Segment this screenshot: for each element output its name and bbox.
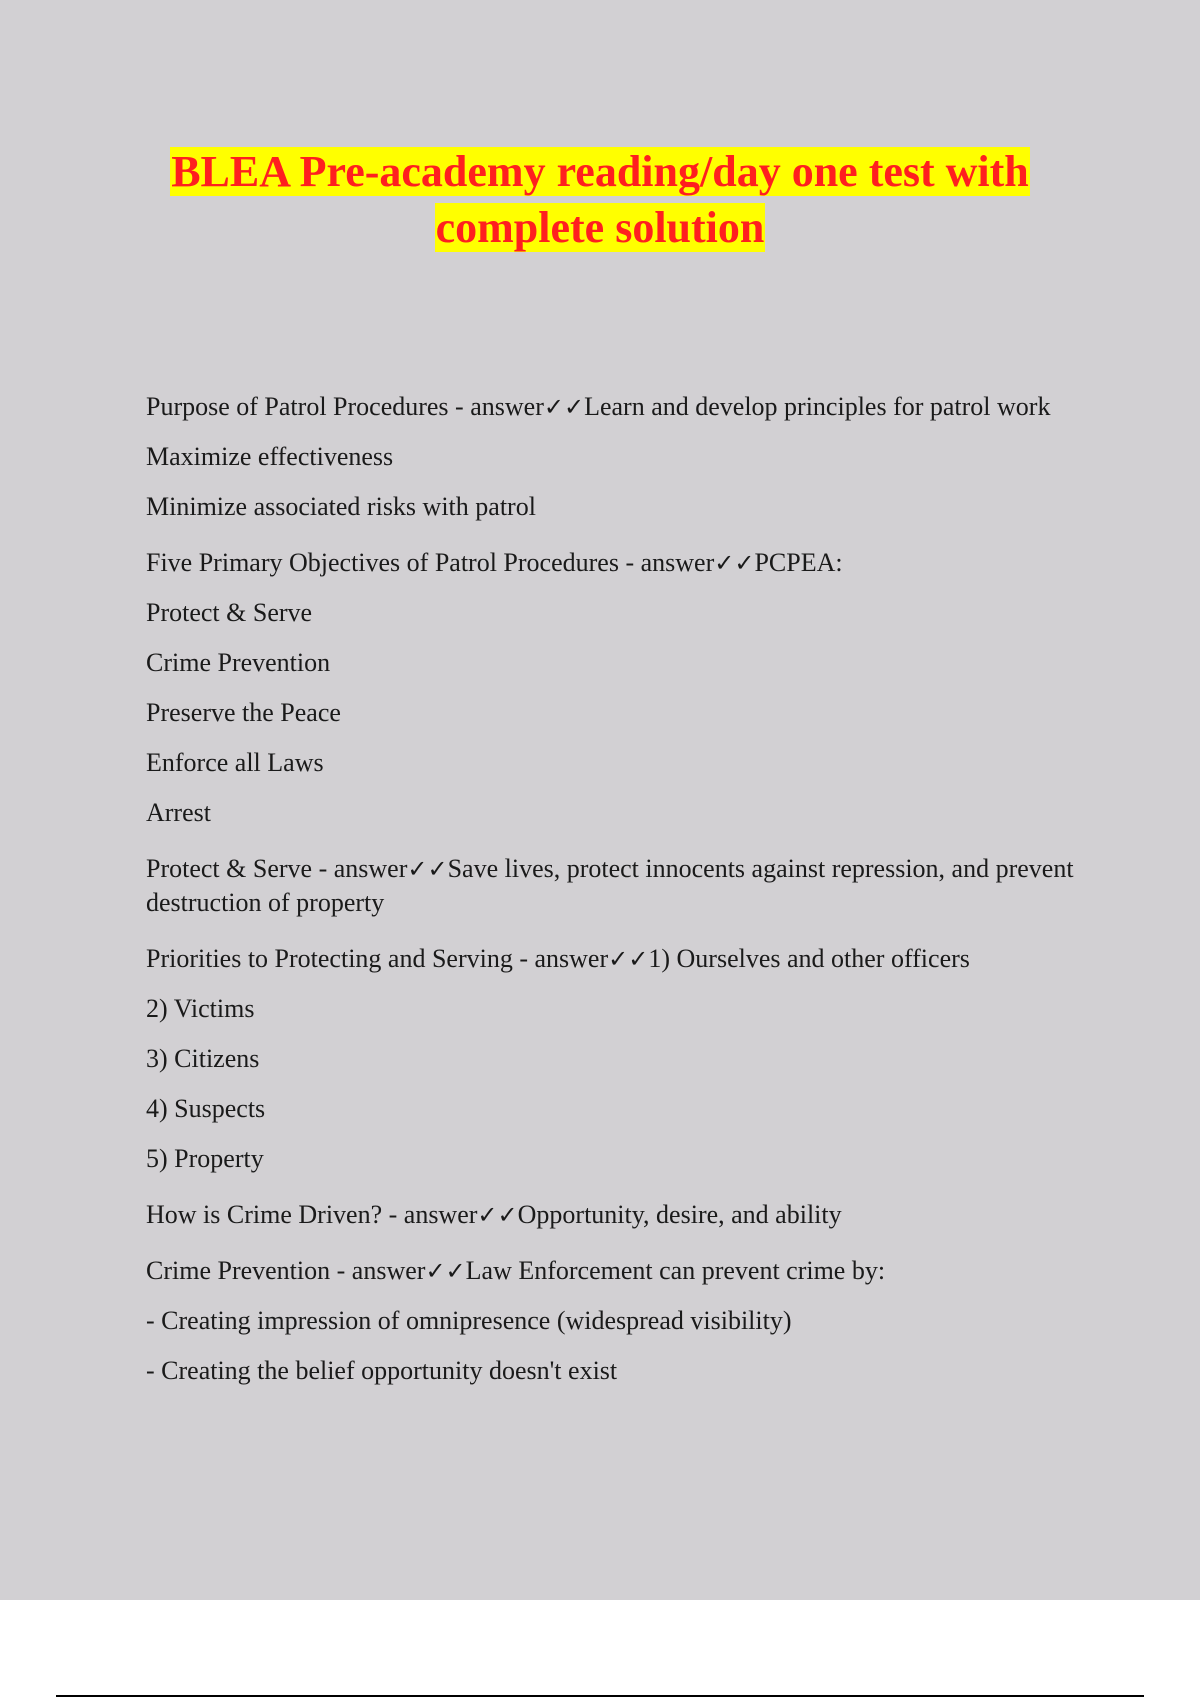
text-line: Minimize associated risks with patrol	[146, 492, 536, 521]
text-line: Five Primary Objectives of Patrol Procedures - answer✓✓PCPEA:	[146, 548, 843, 577]
document-title	[100, 144, 1100, 256]
text-line: Arrest	[146, 798, 211, 827]
text-line: - Creating impression of omnipresence (widespread visibility)	[146, 1306, 792, 1335]
text-line: 4) Suspects	[146, 1094, 266, 1123]
document-body	[146, 390, 1086, 1388]
text-line: Maximize effectiveness	[146, 442, 394, 471]
text-line: Priorities to Protecting and Serving - answer✓✓1) Ourselves and other officers	[146, 944, 970, 973]
check-icon: ✓✓	[425, 1257, 466, 1285]
text-line: Crime Prevention - answer✓✓Law Enforcement can prevent crime by:	[146, 1256, 886, 1285]
text-line: Preserve the Peace	[146, 698, 341, 727]
text-line: 3) Citizens	[146, 1044, 260, 1073]
check-icon: ✓✓	[714, 549, 755, 577]
text-line: How is Crime Driven? - answer✓✓Opportunity, desire, and ability	[146, 1200, 842, 1229]
check-icon: ✓✓	[608, 945, 649, 973]
text-line: Protect & Serve - answer✓✓Save lives, protect innocents against repression, and prevent destruction of property	[146, 854, 1074, 917]
text-line: Purpose of Patrol Procedures - answer✓✓Learn and develop principles for patrol work	[146, 392, 1051, 421]
check-icon: ✓✓	[407, 855, 448, 883]
check-icon: ✓✓	[477, 1201, 518, 1229]
text-line: Enforce all Laws	[146, 748, 324, 777]
text-line: Crime Prevention	[146, 648, 331, 677]
text-line: 2) Victims	[146, 994, 255, 1023]
text-line: Protect & Serve	[146, 598, 313, 627]
check-icon: ✓✓	[543, 393, 585, 421]
text-line: 5) Property	[146, 1144, 264, 1173]
title-line-1: BLEA Pre-academy reading/day one test with	[171, 147, 1029, 196]
title-line-2: complete solution	[435, 203, 765, 252]
footer-divider	[56, 1695, 1144, 1697]
text-line: - Creating the belief opportunity doesn't exist	[146, 1356, 618, 1385]
